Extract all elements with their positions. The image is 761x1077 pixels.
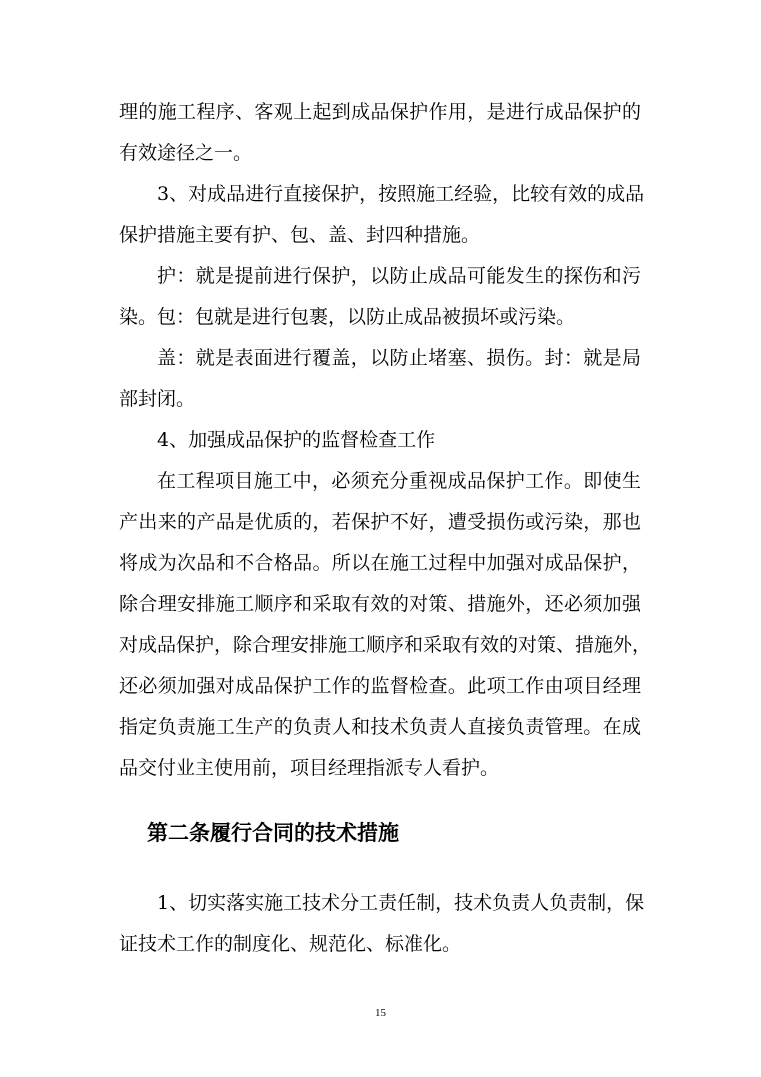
text-line: 保护措施主要有护、包、盖、封四种措施。 [119,224,481,246]
text-line: 1、切实落实施工技术分工责任制，技术负责人负责制，保 [157,892,645,914]
text-line: 理的施工程序、客观上起到成品保护作用，是进行成品保护的 [119,101,641,123]
text-line: 产出来的产品是优质的，若保护不好，遭受损伤或污染，那也 [119,511,641,533]
text-line: 染。包：包就是进行包裹，以防止成品被损坏或污染。 [119,306,576,328]
text-line: 品交付业主使用前，项目经理指派专人看护。 [119,757,500,779]
text-line: 除合理安排施工顺序和采取有效的对策、措施外，还必须加强 [119,593,641,615]
section-heading: 第二条履行合同的技术措施 [147,820,399,845]
text-line: 盖：就是表面进行覆盖，以防止堵塞、损伤。封：就是局 [157,347,641,369]
text-line: 4、加强成品保护的监督检查工作 [157,429,436,451]
text-line: 对成品保护，除合理安排施工顺序和采取有效的对策、措施外， [119,634,652,656]
text-line: 还必须加强对成品保护工作的监督检查。此项工作由项目经理 [119,675,641,697]
page-number: 15 [375,1007,386,1019]
text-line: 3、对成品进行直接保护，按照施工经验，比较有效的成品 [157,183,645,205]
text-line: 在工程项目施工中，必须充分重视成品保护工作。即使生 [157,470,641,492]
body-text [119,92,652,789]
text-line: 将成为次品和不合格品。所以在施工过程中加强对成品保护， [119,552,641,574]
text-line: 有效途径之一。 [119,142,253,164]
text-line: 指定负责施工生产的负责人和技术负责人直接负责管理。在成 [119,716,641,738]
text-line: 证技术工作的制度化、规范化、标准化。 [119,933,462,955]
body-text-2 [119,883,645,965]
text-line: 部封闭。 [119,388,196,410]
text-line: 护：就是提前进行保护，以防止成品可能发生的探伤和污 [157,265,641,287]
